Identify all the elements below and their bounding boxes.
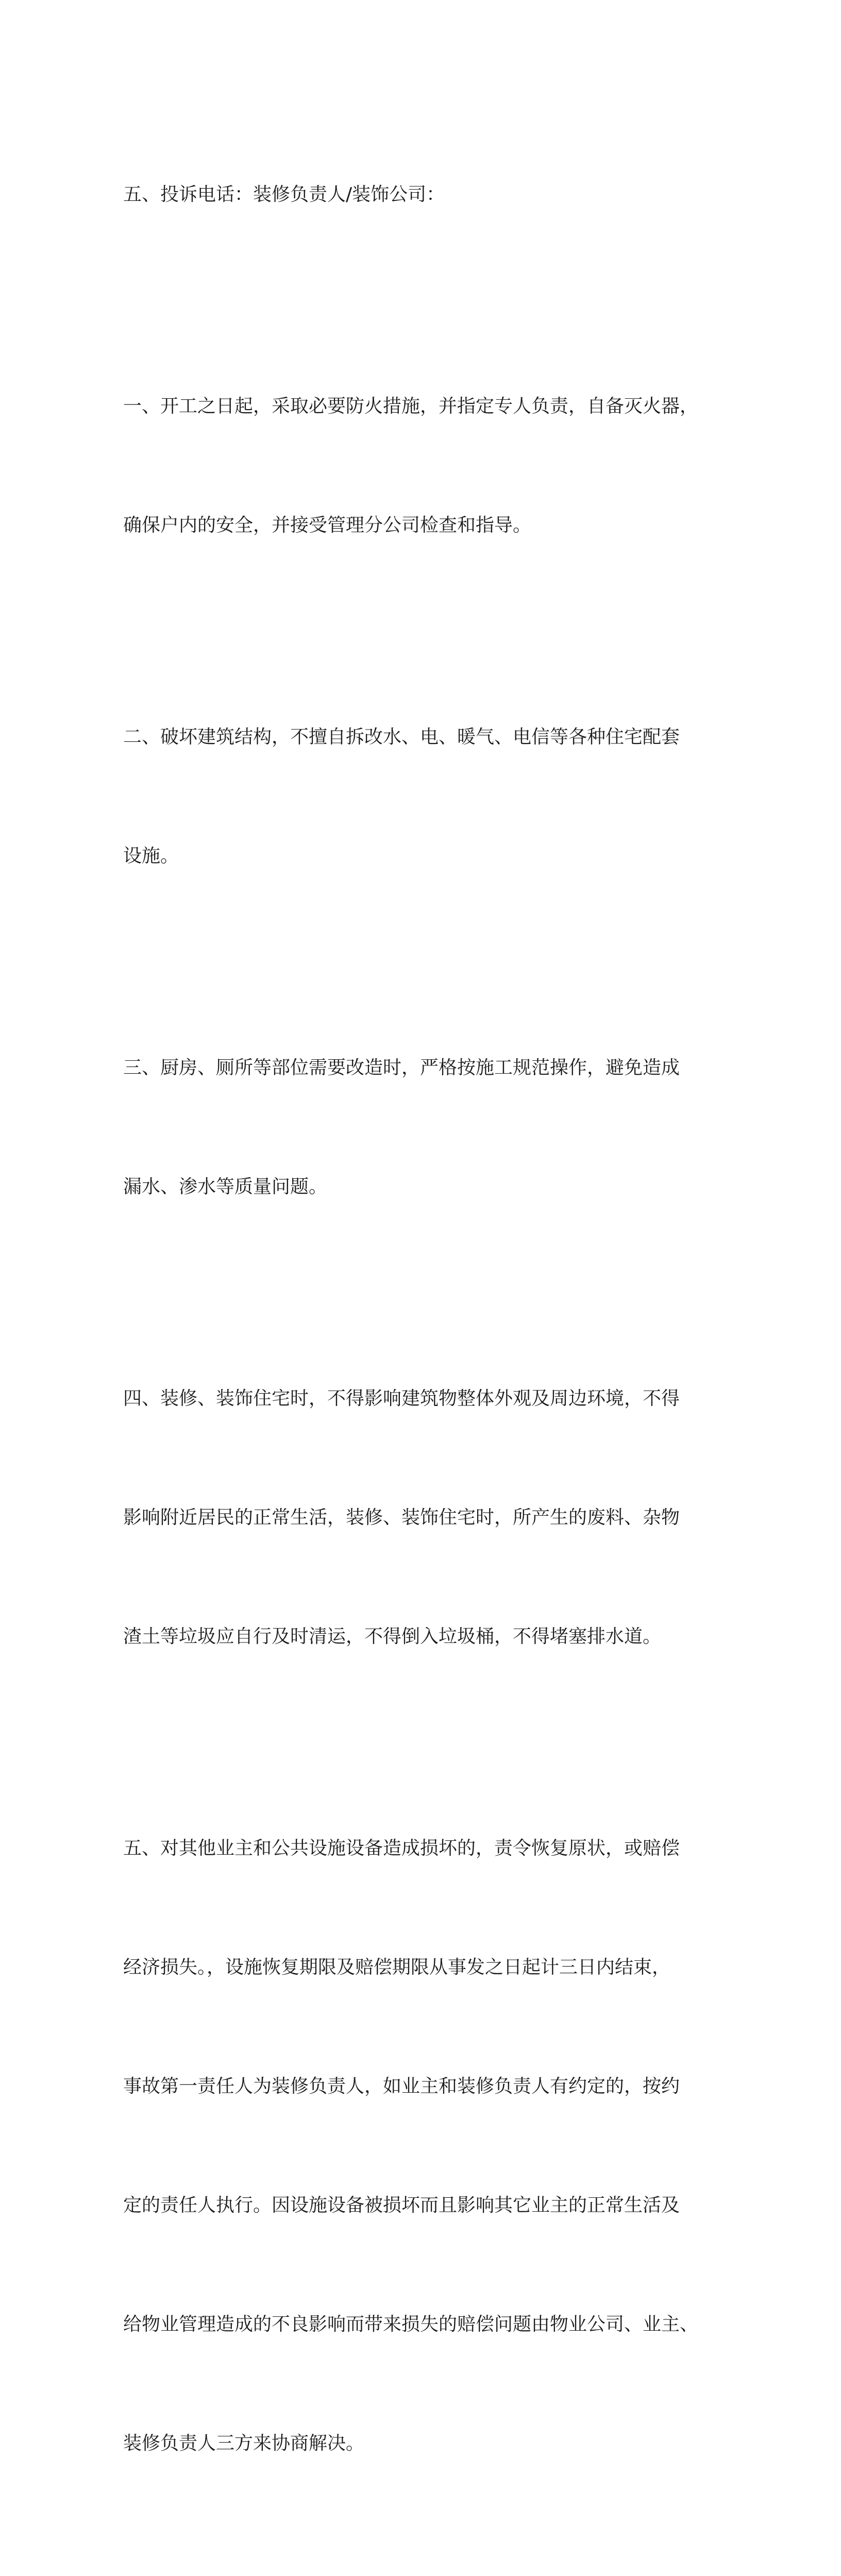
paragraph-item-4 (123, 1299, 711, 1736)
text-line: 经济损失。，设施恢复期限及赔偿期限从事发之日起计三日内结束， (123, 1957, 671, 1978)
text-line: 五、对其他业主和公共设施设备造成损坏的，责令恢复原状，或赔偿 (123, 1838, 680, 1859)
document-body (123, 95, 711, 2576)
text-line: 三、厨房、厕所等部位需要改造时，严格按施工规范操作，避免造成 (123, 1057, 680, 1078)
text-line: 二、破坏建筑结构，不擅自拆改水、电、暖气、电信等各种住宅配套 (123, 726, 680, 748)
text-line: 五、投诉电话：装修负责人/装饰公司： (123, 184, 445, 205)
paragraph-item-5 (123, 1749, 711, 2543)
paragraph-complaint-phone (123, 95, 711, 294)
text-line: 装修负责人三方来协商解决。 (123, 2433, 365, 2454)
text-line: 事故第一责任人为装修负责人，如业主和装修负责人有约定的，按约 (123, 2076, 680, 2097)
text-line: 一、开工之日起，采取必要防火措施，并指定专人负责，自备灭火器， (123, 396, 699, 417)
text-line: 四、装修、装饰住宅时，不得影响建筑物整体外观及周边环境，不得 (123, 1388, 680, 1409)
text-line: 渣土等垃圾应自行及时清运，不得倒入垃圾桶，不得堵塞排水道。 (123, 1626, 662, 1647)
text-line: 给物业管理造成的不良影响而带来损失的赔偿问题由物业公司、业主、 (123, 2314, 699, 2335)
paragraph-item-2 (123, 638, 711, 955)
paragraph-item-1 (123, 307, 711, 624)
text-line: 定的责任人执行。因设施设备被损坏而且影响其它业主的正常生活及 (123, 2195, 680, 2216)
paragraph-item-3 (123, 969, 711, 1286)
text-line: 确保户内的安全，并接受管理分公司检查和指导。 (123, 515, 532, 536)
paragraph-item-6 (123, 2556, 711, 2576)
text-line: 影响附近居民的正常生活，装修、装饰住宅时，所产生的废料、杂物 (123, 1507, 680, 1528)
text-line: 设施。 (123, 845, 179, 867)
text-line: 漏水、渗水等质量问题。 (123, 1176, 328, 1197)
